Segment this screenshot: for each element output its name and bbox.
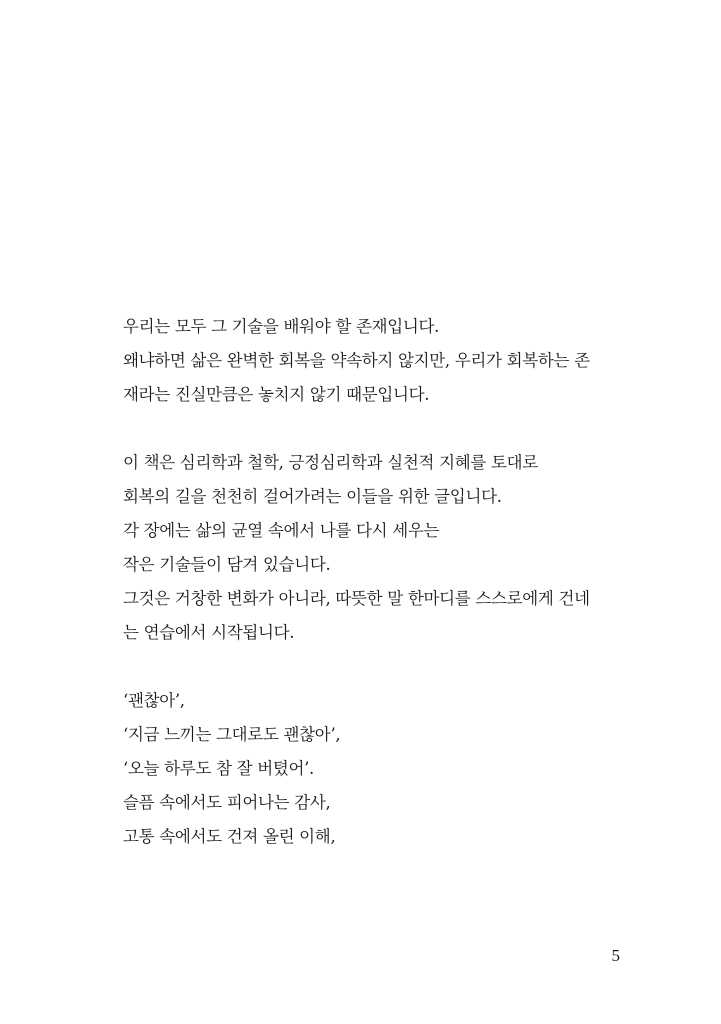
text-line: 그것은 거창한 변화가 아니라, 따뜻한 말 한마디를 스스로에게 건네 bbox=[123, 589, 590, 608]
text-line: ‘오늘 하루도 참 잘 버텼어’. bbox=[123, 759, 315, 778]
text-line: 작은 기술들이 담겨 있습니다. bbox=[123, 555, 331, 574]
text-line: 우리는 모두 그 기술을 배워야 할 존재입니다. bbox=[123, 317, 440, 336]
text-line: ‘지금 느끼는 그대로도 괜찮아’, bbox=[123, 725, 341, 744]
text-line: ‘괜찮아’, bbox=[123, 691, 185, 710]
text-line: 슬픔 속에서도 피어나는 감사, bbox=[123, 793, 331, 812]
text-line: 는 연습에서 시작됩니다. bbox=[123, 623, 295, 642]
paragraph-1 bbox=[123, 310, 643, 412]
text-line: 각 장에는 삶의 균열 속에서 나를 다시 세우는 bbox=[123, 521, 440, 540]
paragraph-3 bbox=[123, 684, 643, 854]
paragraph-gap bbox=[123, 412, 643, 446]
text-line: 이 책은 심리학과 철학, 긍정심리학과 실천적 지혜를 토대로 bbox=[123, 453, 538, 472]
text-line: 고통 속에서도 건져 올린 이해, bbox=[123, 827, 336, 846]
paragraph-2 bbox=[123, 446, 643, 650]
paragraph-gap bbox=[123, 650, 643, 684]
text-line: 회복의 길을 천천히 걸어가려는 이들을 위한 글입니다. bbox=[123, 487, 502, 506]
text-line: 왜냐하면 삶은 완벽한 회복을 약속하지 않지만, 우리가 회복하는 존 bbox=[123, 351, 590, 370]
body-text bbox=[123, 310, 643, 854]
page-number: 5 bbox=[611, 946, 620, 965]
text-line: 재라는 진실만큼은 놓치지 않기 때문입니다. bbox=[123, 385, 430, 404]
